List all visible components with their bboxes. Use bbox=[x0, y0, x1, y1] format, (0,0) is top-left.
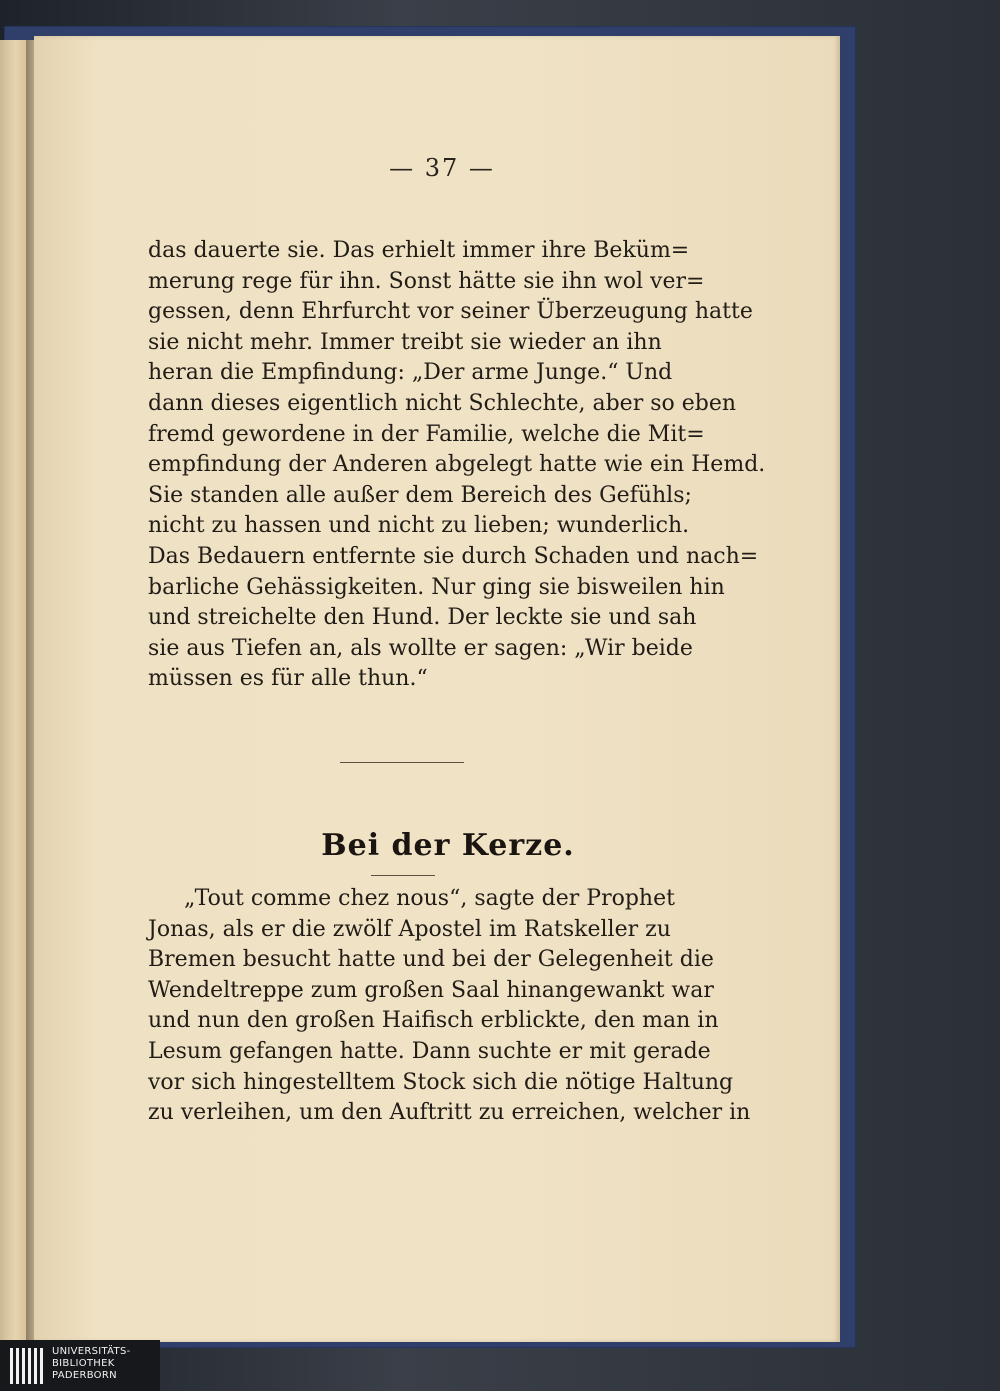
text-line: sie aus Tiefen an, als wollte er sagen: „Wir beide bbox=[148, 635, 693, 661]
text-line: gessen, denn Ehrfurcht vor seiner Überzeugung hatte bbox=[148, 299, 753, 325]
library-name bbox=[52, 1346, 131, 1382]
text-line: und nun den großen Haifisch erblickte, den man in bbox=[148, 1008, 719, 1034]
text-line: merung rege für ihn. Sonst hätte sie ihn wol ver= bbox=[148, 268, 705, 294]
section-divider bbox=[340, 762, 464, 763]
chapter-title: Bei der Kerze. bbox=[321, 828, 575, 863]
library-name-line: UNIVERSITÄTS- bbox=[52, 1346, 131, 1357]
library-emblem-icon bbox=[8, 1344, 46, 1388]
text-line: Jonas, als er die zwölf Apostel im Ratskeller zu bbox=[148, 916, 671, 942]
library-logo bbox=[0, 1340, 160, 1391]
text-line: barliche Gehässigkeiten. Nur ging sie bisweilen hin bbox=[148, 574, 725, 600]
text-line: müssen es für alle thun.“ bbox=[148, 666, 428, 692]
text-line: zu verleihen, um den Auftritt zu erreichen, welcher in bbox=[148, 1100, 751, 1126]
text-line: nicht zu hassen und nicht zu lieben; wunderlich. bbox=[148, 513, 690, 539]
library-name-line: BIBLIOTHEK bbox=[52, 1358, 115, 1369]
text-line: vor sich hingestelltem Stock sich die nötige Haltung bbox=[148, 1069, 734, 1095]
book-page bbox=[34, 36, 840, 1342]
text-line: Wendeltreppe zum großen Saal hinangewankt war bbox=[148, 977, 714, 1003]
library-name-line: PADERBORN bbox=[52, 1370, 117, 1381]
text-line: heran die Empfindung: „Der arme Junge.“ Und bbox=[148, 360, 673, 386]
left-page-edge bbox=[0, 40, 27, 1340]
text-line: Bremen besucht hatte und bei der Gelegenheit die bbox=[148, 947, 714, 973]
page-number: — 37 — bbox=[389, 154, 495, 182]
text-line: das dauerte sie. Das erhielt immer ihre Beküm= bbox=[148, 238, 690, 263]
text-line: Das Bedauern entfernte sie durch Schaden und nach= bbox=[148, 543, 759, 569]
title-rule bbox=[371, 875, 435, 876]
text-line: „Tout comme chez nous“, sagte der Prophet bbox=[184, 886, 675, 911]
text-line: empfindung der Anderen abgelegt hatte wie ein Hemd. bbox=[148, 452, 766, 478]
text-line: fremd gewordene in der Familie, welche die Mit= bbox=[148, 421, 705, 447]
text-line: dann dieses eigentlich nicht Schlechte, aber so eben bbox=[148, 390, 737, 416]
text-line: und streichelte den Hund. Der leckte sie und sah bbox=[148, 605, 697, 631]
text-line: Sie standen alle außer dem Bereich des Gefühls; bbox=[148, 482, 692, 508]
chapter-paragraph bbox=[148, 884, 751, 1129]
text-line: sie nicht mehr. Immer treibt sie wieder an ihn bbox=[148, 329, 662, 355]
paragraph-continued bbox=[148, 236, 766, 695]
text-line: Lesum gefangen hatte. Dann suchte er mit gerade bbox=[148, 1038, 711, 1064]
